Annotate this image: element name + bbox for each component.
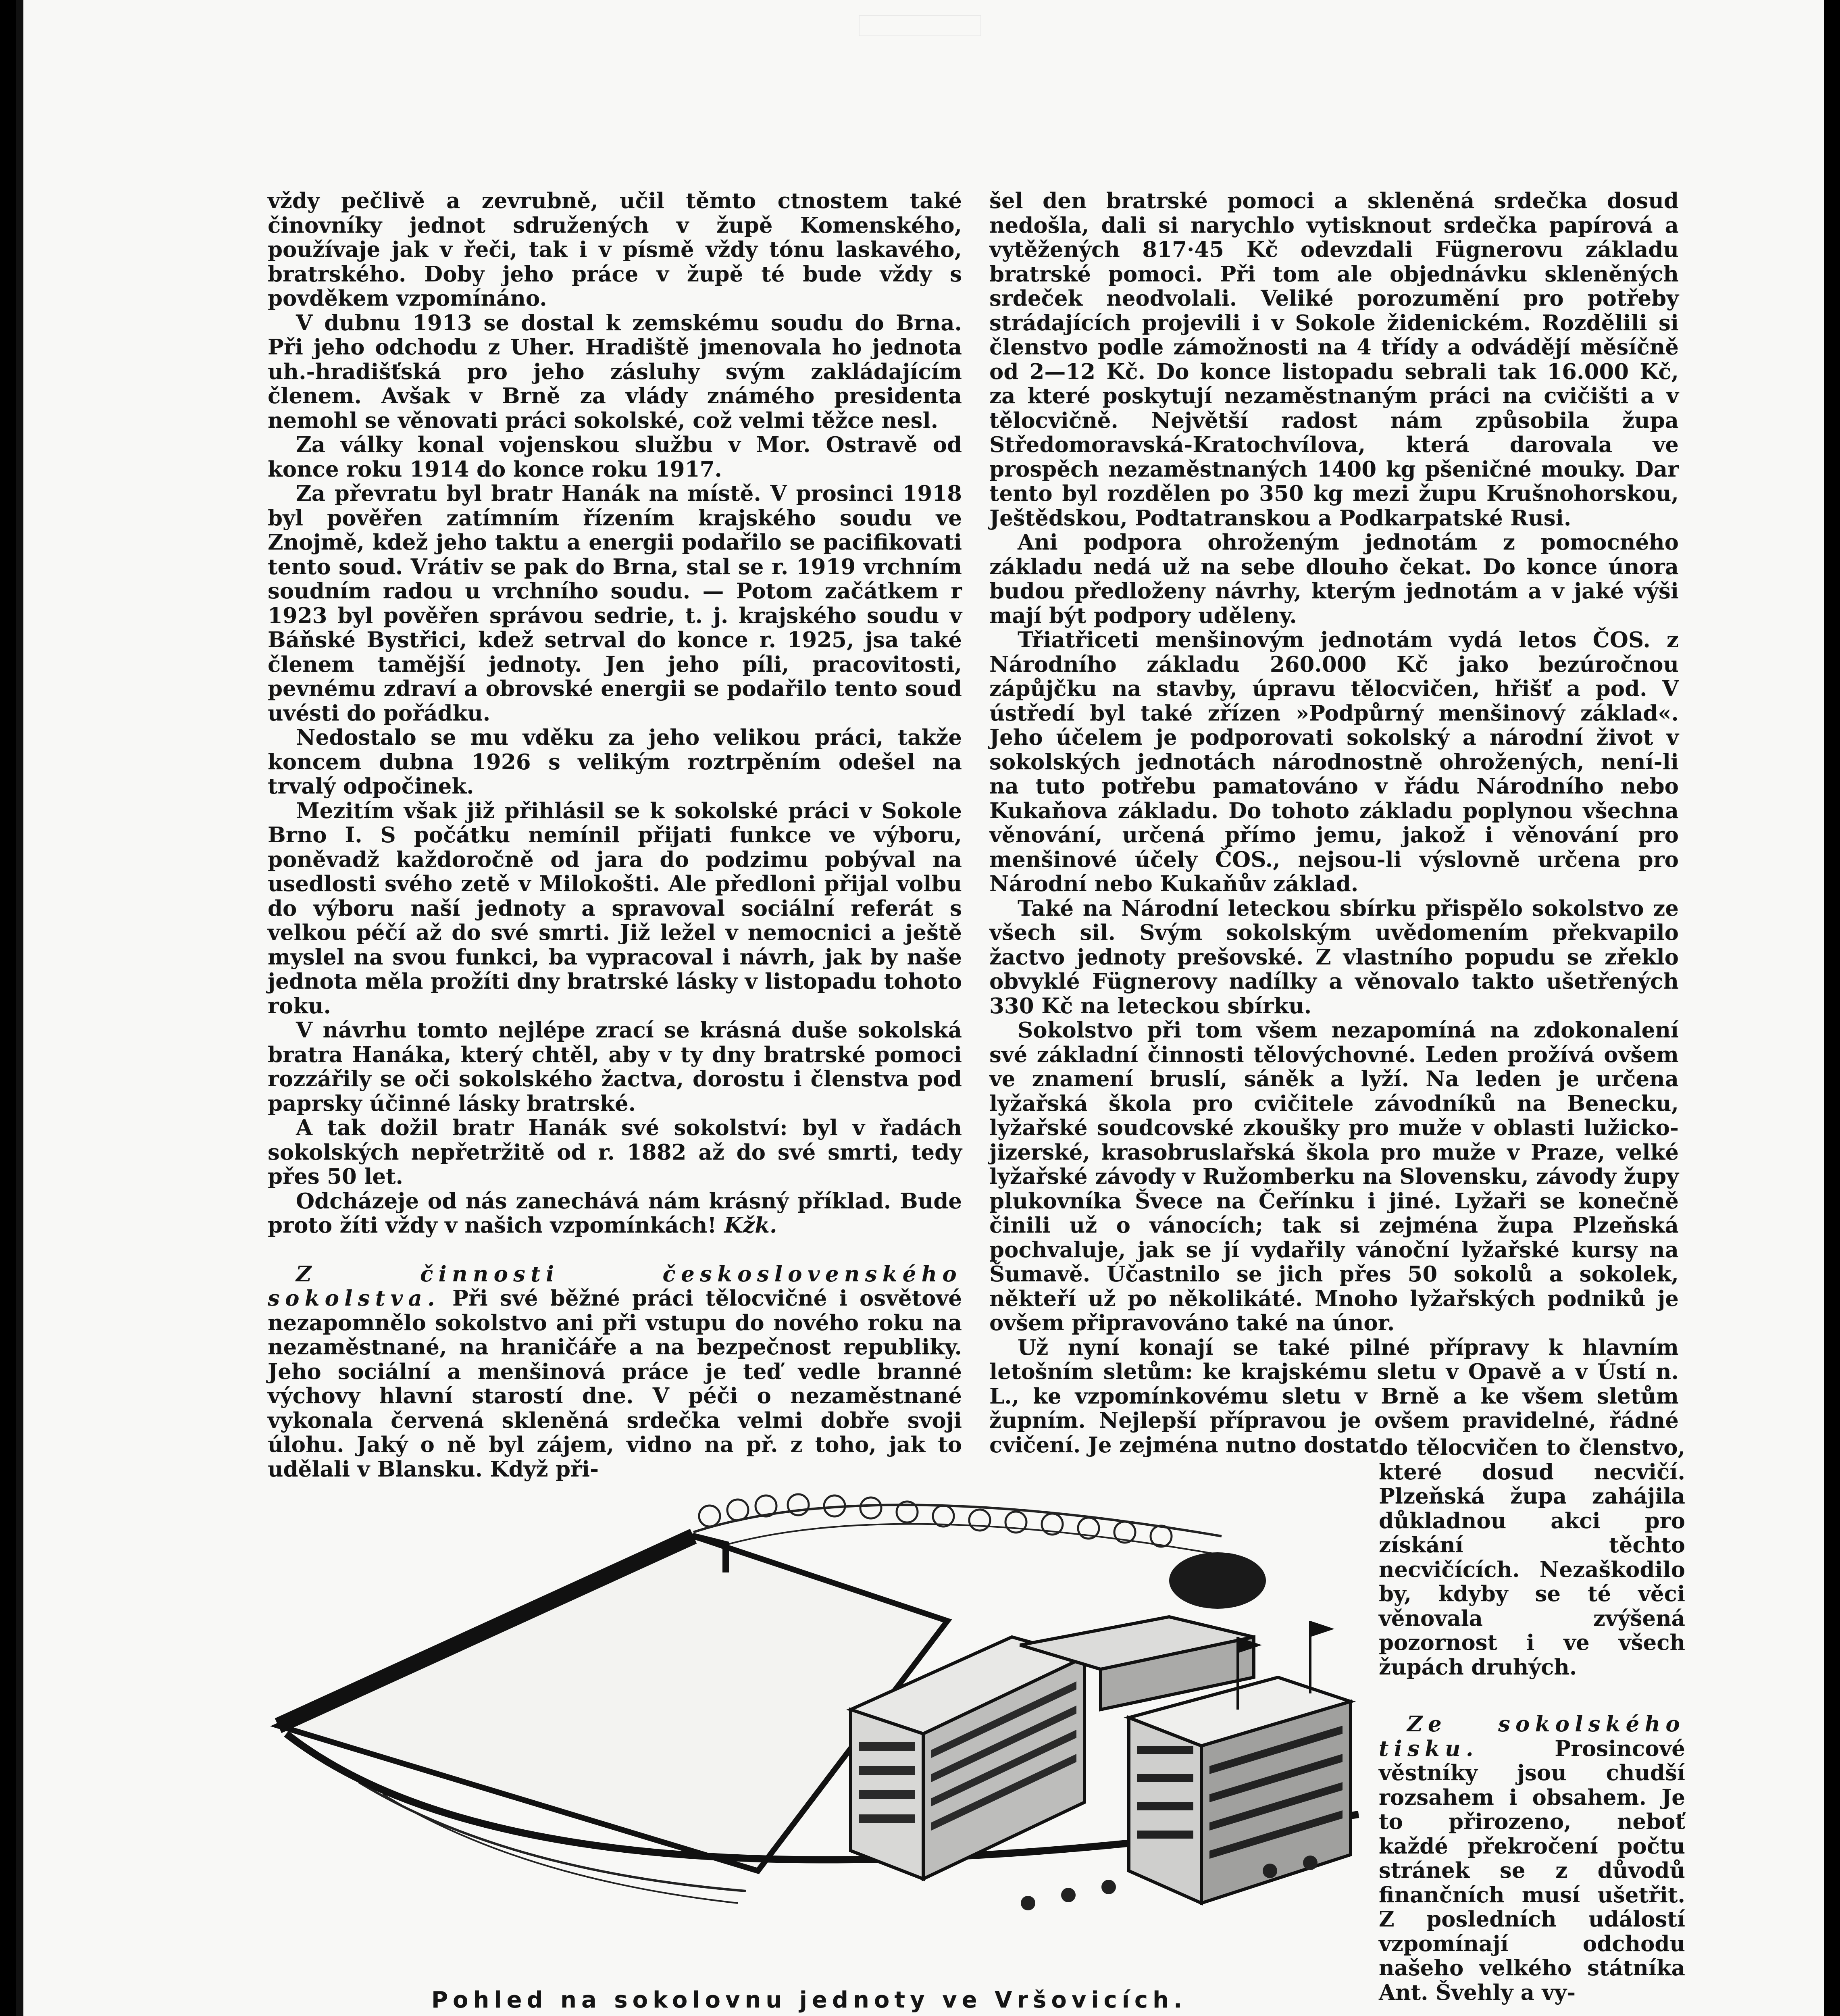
paragraph: do tělocvičen to členstvo, které dosud necvičí. Plzeňská župa zahájila důkladnou akci pro získání těchto necvičících. Nezaškodilo by, kdyby se té věci věnovala zvýšená pozornost i ve všech župách druhých. bbox=[1379, 1435, 1685, 1680]
figure-caption: Pohled na sokolovnu jednoty ve Vršovicích. bbox=[431, 1987, 1187, 2013]
column-left bbox=[268, 189, 962, 1481]
section-text: Prosincové věstníky jsou chudší rozsahem i obsahem. Je to přirozeno, neboť každé překročení počtu stránek se z důvodů finančních musí ušetřit. Z posledních událostí vzpomínají odchodu našeho velkého státníka Ant. Švehly a vy- bbox=[1379, 1736, 1685, 2005]
sokolovna-illustration bbox=[262, 1468, 1375, 1964]
column-narrow-lower bbox=[1379, 1712, 1685, 2005]
column-narrow-upper bbox=[1379, 1435, 1685, 1679]
section-text: Při své běžné práci tělocvičné i osvětové nezapomnělo sokolstvo ani při vstupu do nového roku na nezaměstnané, na hraničáře a na bezpečnost republiky. Jeho sociální a menšinová práce je teď vedle branné výchovy hlavní starostí dne. V péči o nezaměstnané vykonala červená skleněná srdečka velmi dobře svoji úlohu. Jaký o ně byl zájem, vidno na př. z toho, jak to udělali v Blansku. Když při- bbox=[268, 1286, 962, 1482]
section-heading: Z činnosti československého sokolstva. bbox=[268, 1261, 962, 1311]
paragraph: V návrhu tomto nejlépe zrací se krásná duše sokolská bratra Hanáka, který chtěl, aby v ty dny bratrské pomoci rozzářily se oči sokolského žactva, dorostu i členstva pod paprsky účinné lásky bratrské. bbox=[268, 1018, 962, 1116]
paragraph: V dubnu 1913 se dostal k zemskému soudu do Brna. Při jeho odchodu z Uher. Hradiště jmenovala ho jednota uh.-hradišťská pro jeho zásluhy svým zakládajícím členem. Avšak v Brně za vlády známého presidenta nemohl se věnovati práci sokolské, což velmi těžce nesl. bbox=[268, 310, 962, 433]
page bbox=[16, 0, 1824, 2016]
section-heading: Ze sokolského tisku. bbox=[1379, 1712, 1685, 1761]
column-right bbox=[989, 189, 1679, 1457]
paragraph: Sokolstvo při tom všem nezapomíná na zdokonalení své základní činnosti tělovýchovné. Leden prožívá ovšem ve znamení bruslí, sáněk a lyží. Na leden je určena lyžařská škola pro cvičitele závodníků na Benecku, lyžařské soudcovské zkoušky pro muže v oblasti lužicko-jizerské, krasobruslařská škola pro muže v Praze, velké lyžařské závody v Ružomberku na Slovensku, závody župy plukovníka Švece na Čeřínku i jiné. Lyžaři se konečně činili už o vánocích; tak si zejména župa Plzeňská pochvaluje, jak se jí vydařily vánoční lyžařské kursy na Šumavě. Účastnilo se jich přes 50 sokolů a sokolek, někteří už po několikáté. Mnoho lyžařských podniků je ovšem připravováno také na únor. bbox=[989, 1018, 1679, 1335]
paragraph: šel den bratrské pomoci a skleněná srdečka dosud nedošla, dali si narychlo vytisknout srdečka papírová a vytěžených 817·45 Kč odevzdali Fügnerovu základu bratrské pomoci. Při tom ale objednávku skleněných srdeček neodvolali. Veliké porozumění pro potřeby strádajících projevili i v Sokole židenickém. Rozdělili si členstvo podle zámožnosti na 4 třídy a odvádějí měsíčně od 2—12 Kč. Do konce listopadu sebrali tak 16.000 Kč, za které poskytují nezaměstnaným práci na cvičišti a v tělocvičně. Největší radost nám způsobila župa Středomoravská-Kratochvílova, která darovala ve prospěch nezaměstnaných 1400 kg pšeničné mouky. Dar tento byl rozdělen po 350 kg mezi župu Krušnohorskou, Ještědskou, Podtatranskou a Podkarpatské Rusi. bbox=[989, 188, 1679, 531]
tree-row bbox=[699, 1494, 1172, 1547]
section-paragraph bbox=[268, 1262, 962, 1482]
paragraph: Už nyní konají se také pilné přípravy k hlavním letošním sletům: ke krajskému sletu v Opavě a v Ústí n. L., ke vzpomínkovému sletu v Brně a ke všem sletům župním. Nejlepší přípravou je ovšem pravidelné, řádné cvičení. Je zejména nutno dostat bbox=[989, 1335, 1679, 1458]
paragraph: Ani podpora ohroženým jednotám z pomocného základu nedá už na sebe dlouho čekat. Do konce února budou předloženy návrhy, kterým jednotám a v jaké výši mají být podpory uděleny. bbox=[989, 530, 1679, 628]
paragraph: Za převratu byl bratr Hanák na místě. V prosinci 1918 byl pověřen zatímním řízením krajského soudu ve Znojmě, kdež jeho taktu a energii podařilo se pacifikovati tento soud. Vrátiv se pak do Brna, stal se r. 1919 vrchním soudním radou u vrchního soudu. — Potom začátkem r 1923 byl pověřen správou sedrie, t. j. krajského soudu v Báňské Bystřici, kdež setrval do konce r. 1925, jsa také členem tamější jednoty. Jen jeho píli, pracovitosti, pevnému zdraví a obrovské energii se podařilo tento soud uvésti do pořádku. bbox=[268, 481, 962, 726]
paragraph: Za války konal vojenskou službu v Mor. Ostravě od konce roku 1914 do konce roku 1917. bbox=[268, 432, 962, 482]
paragraph: Odcházeje od nás zanechává nám krásný příklad. Bude proto žíti vždy v našich vzpomínkách! bbox=[268, 1188, 962, 1238]
paragraph-with-signature bbox=[268, 1189, 962, 1238]
paragraph: Nedostalo se mu vděku za jeho velikou práci, takže koncem dubna 1926 s velikým roztrpěním odešel na trvalý odpočinek. bbox=[268, 725, 962, 799]
section-paragraph bbox=[1379, 1712, 1685, 2005]
signature: Kžk. bbox=[724, 1213, 777, 1238]
paragraph: vždy pečlivě a zevrubně, učil těmto ctnostem také činovníky jednot sdružených v župě Komenského, používaje jak v řeči, tak i v písmě vždy tónu laskavého, bratrského. Doby jeho práce v župě té bude vždy s povděkem vzpomínáno. bbox=[268, 188, 962, 311]
paragraph: A tak dožil bratr Hanák své sokolství: byl v řadách sokolských nepřetržitě od r. 1882 až do své smrti, tedy přes 50 let. bbox=[268, 1115, 962, 1189]
paragraph: Také na Národní leteckou sbírku přispělo sokolstvo ze všech sil. Svým sokolským uvědomením překvapilo žactvo jednoty prešovské. Z vlastního popudu se zřeklo obvyklé Fügnerovy nadílky a věnovalo takto ušetřených 330 Kč na leteckou sbírku. bbox=[989, 896, 1679, 1018]
paragraph: Mezitím však již přihlásil se k sokolské práci v Sokole Brno I. S počátku nemínil přijati funkce ve výboru, poněvadž každoročně od jara do podzimu pobýval na usedlosti svého zetě v Milokošti. Ale předloni přijal volbu do výboru naší jednoty a spravoval sociální referát s velkou péčí až do své smrti. Již ležel v nemocnici a ještě myslel na svou funkci, ba vypracoval i návrh, jak by naše jednota měla prožíti dny bratrské lásky v listopadu tohoto roku. bbox=[268, 798, 962, 1018]
scan-smudge bbox=[859, 15, 981, 36]
paragraph: Třiatřiceti menšinovým jednotám vydá letos ČOS. z Národního základu 260.000 Kč jako bezúročnou zápůjčku na stavby, úpravu tělocvičen, hřišť a pod. V ústředí byl také zřízen »Podpůrný menšinový základ«. Jeho účelem je podporovati sokolský a národní život v sokolských jednotách národnostně ohrožených, není-li na tuto potřebu pamatováno v řádu Národního nebo Kukaňova základu. Do tohoto základu poplynou všechna věnování, určená přímo jemu, jakož i věnování pro menšinové účely ČOS., nejsou-li výslovně určena pro Národní nebo Kukaňův základ. bbox=[989, 627, 1679, 896]
building bbox=[851, 1617, 1351, 1903]
